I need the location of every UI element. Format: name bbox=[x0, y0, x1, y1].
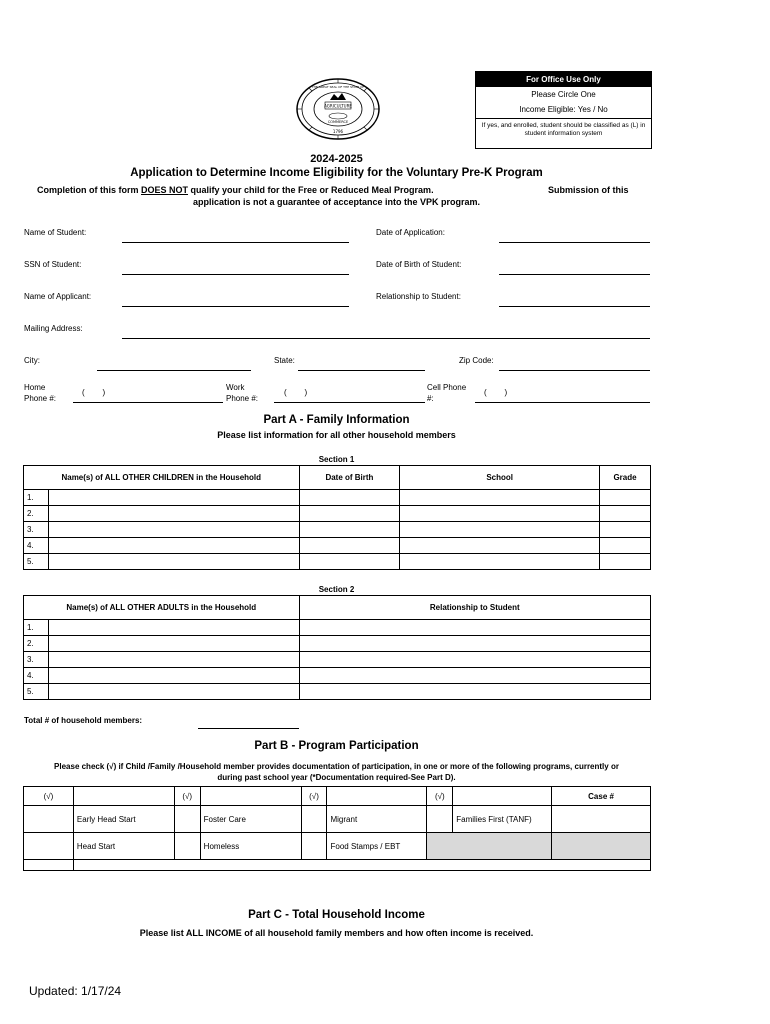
updated-date: Updated: 1/17/24 bbox=[29, 984, 122, 998]
label-home-phone: Home Phone #: bbox=[24, 383, 57, 403]
table-cell[interactable] bbox=[299, 636, 650, 652]
office-note: If yes, and enrolled, student should be classified as (L) in student information system bbox=[476, 118, 651, 138]
row-number: 1. bbox=[24, 620, 49, 636]
input-date-app[interactable] bbox=[499, 242, 650, 243]
label-dob: Date of Birth of Student: bbox=[376, 260, 462, 269]
table-cell[interactable] bbox=[600, 490, 651, 506]
office-use-box bbox=[475, 71, 652, 149]
program-migrant: Migrant bbox=[327, 806, 427, 833]
home-phone-paren: ( ) bbox=[82, 388, 106, 397]
label-total-members: Total # of household members: bbox=[24, 716, 143, 725]
case-number-header: Case # bbox=[552, 787, 651, 806]
check-header: (√) bbox=[24, 787, 74, 806]
seal-bottom-text: COMMERCE bbox=[327, 120, 349, 124]
seal-top-text: THE GREAT SEAL OF THE STATE OF bbox=[311, 85, 365, 89]
case-number-cell[interactable] bbox=[552, 806, 651, 833]
input-ssn[interactable] bbox=[122, 274, 349, 275]
children-table bbox=[23, 465, 651, 570]
label-ssn: SSN of Student: bbox=[24, 260, 82, 269]
table-cell[interactable] bbox=[600, 538, 651, 554]
school-year: 2024-2025 bbox=[310, 153, 363, 165]
check-header: (√) bbox=[427, 787, 453, 806]
program-early-head-start: Early Head Start bbox=[73, 806, 174, 833]
input-zip[interactable] bbox=[499, 370, 650, 371]
section1-label: Section 1 bbox=[318, 455, 355, 464]
table-cell[interactable] bbox=[48, 620, 299, 636]
office-circle: Please Circle One bbox=[531, 90, 596, 99]
table-cell[interactable] bbox=[400, 538, 600, 554]
section2-label: Section 2 bbox=[318, 585, 355, 594]
input-name-applicant[interactable] bbox=[122, 306, 349, 307]
office-eligible: Income Eligible: Yes / No bbox=[519, 105, 608, 114]
label-state: State: bbox=[274, 356, 295, 365]
label-cell-phone: Cell Phone #: bbox=[427, 383, 467, 403]
row-number: 5. bbox=[24, 684, 49, 700]
work-phone-paren: ( ) bbox=[284, 388, 308, 397]
row-number: 3. bbox=[24, 652, 49, 668]
table-cell[interactable] bbox=[299, 490, 400, 506]
label-mailing: Mailing Address: bbox=[24, 324, 83, 333]
row-number: 4. bbox=[24, 668, 49, 684]
table-cell[interactable] bbox=[48, 636, 299, 652]
input-total-members[interactable] bbox=[198, 728, 299, 729]
program-head-start: Head Start bbox=[73, 833, 174, 860]
children-header-school: School bbox=[400, 466, 600, 490]
label-city: City: bbox=[24, 356, 40, 365]
row-number: 4. bbox=[24, 538, 49, 554]
children-header-dob: Date of Birth bbox=[299, 466, 400, 490]
children-header-name: Name(s) of ALL OTHER CHILDREN in the Household bbox=[24, 466, 300, 490]
cell-phone-paren: ( ) bbox=[484, 388, 508, 397]
input-work-phone[interactable] bbox=[274, 402, 425, 403]
table-cell[interactable] bbox=[48, 554, 299, 570]
label-relationship: Relationship to Student: bbox=[376, 292, 461, 301]
table-cell[interactable] bbox=[48, 522, 299, 538]
seal-year: 1796 bbox=[332, 129, 344, 134]
input-state[interactable] bbox=[298, 370, 425, 371]
program-families-first: Families First (TANF) bbox=[453, 806, 552, 833]
input-mailing[interactable] bbox=[122, 338, 650, 339]
row-number: 3. bbox=[24, 522, 49, 538]
part-c-title: Part C - Total Household Income bbox=[248, 909, 425, 921]
row-number: 5. bbox=[24, 554, 49, 570]
children-header-grade: Grade bbox=[600, 466, 651, 490]
row-number: 1. bbox=[24, 490, 49, 506]
adults-table bbox=[23, 595, 651, 700]
seal-center-text: AGRICULTURE bbox=[324, 103, 352, 109]
table-cell[interactable] bbox=[48, 652, 299, 668]
program-food-stamps: Food Stamps / EBT bbox=[327, 833, 427, 860]
page-title: Application to Determine Income Eligibility for the Voluntary Pre-K Program bbox=[130, 167, 543, 179]
row-number: 2. bbox=[24, 506, 49, 522]
shaded-cell bbox=[427, 833, 552, 860]
label-name-student: Name of Student: bbox=[24, 228, 87, 237]
check-header: (√) bbox=[301, 787, 327, 806]
checkbox-foster-care[interactable] bbox=[174, 806, 200, 833]
label-date-app: Date of Application: bbox=[376, 228, 445, 237]
label-work-phone: Work Phone #: bbox=[226, 383, 259, 403]
adults-header-name: Name(s) of ALL OTHER ADULTS in the Household bbox=[24, 596, 300, 620]
table-cell[interactable] bbox=[299, 506, 400, 522]
table-cell[interactable] bbox=[48, 684, 299, 700]
part-b-instructions-2: during past school year (*Documentation required-See Part D). bbox=[217, 773, 456, 782]
label-zip: Zip Code: bbox=[459, 356, 494, 365]
table-cell[interactable] bbox=[48, 506, 299, 522]
program-foster-care: Foster Care bbox=[200, 806, 301, 833]
disclaimer-right: Submission of this bbox=[548, 185, 629, 195]
input-name-student[interactable] bbox=[122, 242, 349, 243]
checkbox-migrant[interactable] bbox=[301, 806, 327, 833]
input-cell-phone[interactable] bbox=[475, 402, 650, 403]
input-city[interactable] bbox=[97, 370, 251, 371]
table-cell[interactable] bbox=[400, 554, 600, 570]
table-cell[interactable] bbox=[299, 652, 650, 668]
table-cell[interactable] bbox=[400, 506, 600, 522]
adults-header-relationship: Relationship to Student bbox=[299, 596, 650, 620]
input-relationship[interactable] bbox=[499, 306, 650, 307]
input-dob[interactable] bbox=[499, 274, 650, 275]
table-cell[interactable] bbox=[400, 490, 600, 506]
table-cell[interactable] bbox=[299, 620, 650, 636]
part-a-subtitle: Please list information for all other household members bbox=[217, 430, 456, 440]
checkbox-homeless[interactable] bbox=[174, 833, 200, 860]
state-seal bbox=[296, 78, 380, 140]
table-cell[interactable] bbox=[299, 684, 650, 700]
table-cell[interactable] bbox=[600, 554, 651, 570]
table-cell[interactable] bbox=[48, 538, 299, 554]
shaded-cell bbox=[552, 833, 651, 860]
disclaimer-line2: application is not a guarantee of acceptance into the VPK program. bbox=[192, 197, 481, 207]
table-cell[interactable] bbox=[299, 538, 400, 554]
table-cell[interactable] bbox=[48, 490, 299, 506]
table-cell[interactable] bbox=[400, 522, 600, 538]
table-cell[interactable] bbox=[299, 554, 400, 570]
program-homeless: Homeless bbox=[200, 833, 301, 860]
part-a-title: Part A - Family Information bbox=[263, 414, 410, 426]
input-home-phone[interactable] bbox=[73, 402, 223, 403]
table-cell[interactable] bbox=[600, 522, 651, 538]
label-name-applicant: Name of Applicant: bbox=[24, 292, 92, 301]
part-b-instructions-1: Please check (√) if Child /Family /Household member provides documentation of participation, in one or more of the following programs, currently or bbox=[54, 762, 619, 771]
table-cell[interactable] bbox=[600, 506, 651, 522]
programs-table bbox=[23, 786, 651, 871]
checkbox-head-start[interactable] bbox=[24, 833, 74, 860]
office-header: For Office Use Only bbox=[476, 72, 651, 87]
table-cell[interactable] bbox=[299, 668, 650, 684]
table-cell[interactable] bbox=[48, 668, 299, 684]
checkbox-food-stamps[interactable] bbox=[301, 833, 327, 860]
disclaimer-line1: Completion of this form DOES NOT qualify your child for the Free or Reduced Meal Program. bbox=[37, 185, 434, 195]
part-b-title: Part B - Program Participation bbox=[254, 740, 419, 752]
checkbox-early-head-start[interactable] bbox=[24, 806, 74, 833]
part-c-subtitle: Please list ALL INCOME of all household family members and how often income is received. bbox=[139, 928, 534, 938]
checkbox-families-first[interactable] bbox=[427, 806, 453, 833]
row-number: 2. bbox=[24, 636, 49, 652]
table-cell[interactable] bbox=[299, 522, 400, 538]
check-header: (√) bbox=[174, 787, 200, 806]
